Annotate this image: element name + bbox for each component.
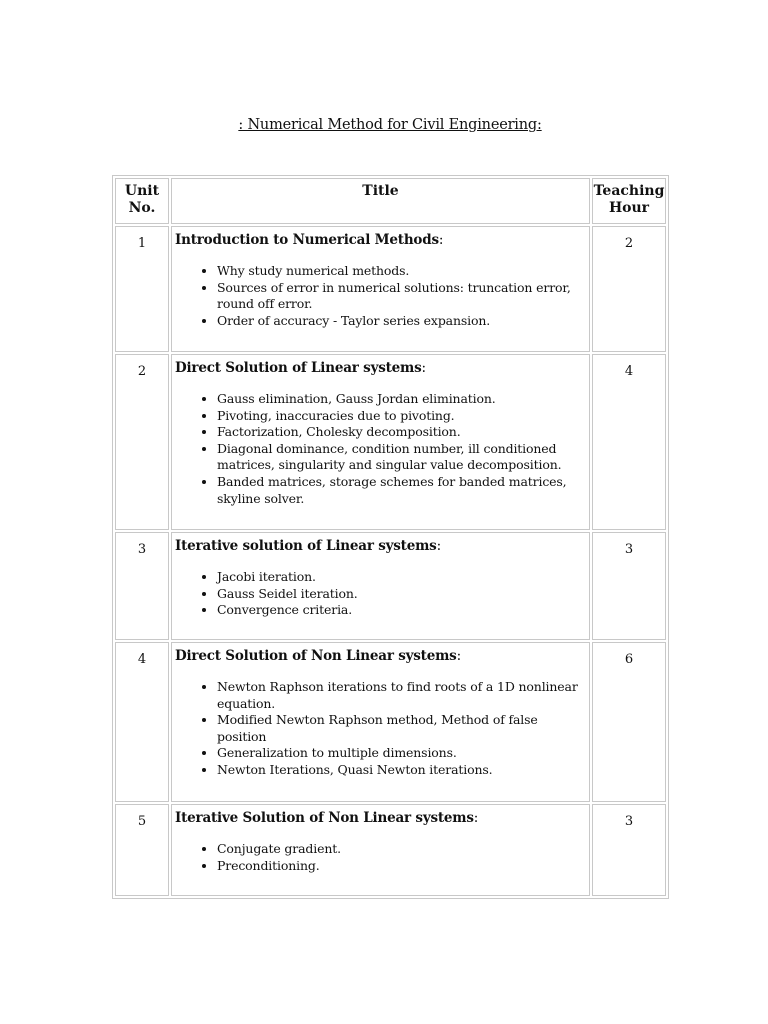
unit-number: 3 bbox=[115, 532, 169, 640]
header-unit-no: Unit No. bbox=[115, 178, 169, 224]
list-item: • Convergence criteria. bbox=[217, 602, 585, 619]
topic-list bbox=[175, 263, 585, 329]
unit-heading: Iterative Solution of Non Linear systems: bbox=[175, 810, 479, 826]
unit-heading-text: Iterative solution of Linear systems bbox=[175, 538, 437, 554]
teaching-hour: 3 bbox=[592, 532, 666, 640]
list-item: • Jacobi iteration. bbox=[217, 569, 585, 586]
list-item: • Factorization, Cholesky decomposition. bbox=[217, 424, 585, 441]
table-row bbox=[115, 642, 666, 802]
table-row bbox=[115, 226, 666, 352]
list-item: • Order of accuracy - Taylor series expansion. bbox=[217, 313, 585, 330]
table-row bbox=[115, 354, 666, 530]
header-title: Title bbox=[171, 178, 590, 224]
list-item: • Sources of error in numerical solutions: truncation error, round off error. bbox=[217, 280, 585, 313]
teaching-hour: 3 bbox=[592, 804, 666, 896]
unit-heading: Iterative solution of Linear systems: bbox=[175, 538, 441, 554]
unit-content bbox=[171, 226, 590, 352]
list-item: • Generalization to multiple dimensions. bbox=[217, 745, 585, 762]
list-item: • Conjugate gradient. bbox=[217, 841, 585, 858]
unit-heading-text: Introduction to Numerical Methods bbox=[175, 232, 439, 248]
unit-content bbox=[171, 804, 590, 896]
unit-number: 5 bbox=[115, 804, 169, 896]
unit-content bbox=[171, 642, 590, 802]
document-title: : Numerical Method for Civil Engineering: bbox=[238, 117, 542, 133]
list-item: • Newton Iterations, Quasi Newton iterations. bbox=[217, 762, 585, 779]
list-item: • Gauss elimination, Gauss Jordan elimination. bbox=[217, 391, 585, 408]
list-item: • Newton Raphson iterations to find roots of a 1D nonlinear equation. bbox=[217, 679, 585, 712]
teaching-hour: 4 bbox=[592, 354, 666, 530]
unit-content bbox=[171, 354, 590, 530]
header-teaching-hour: Teaching Hour bbox=[592, 178, 666, 224]
list-item: • Gauss Seidel iteration. bbox=[217, 586, 585, 603]
list-item: • Diagonal dominance, condition number, ill conditioned matrices, singularity and singular value decomposition. bbox=[217, 441, 585, 474]
table-row bbox=[115, 532, 666, 640]
unit-number: 1 bbox=[115, 226, 169, 352]
unit-number: 4 bbox=[115, 642, 169, 802]
unit-heading-text: Direct Solution of Linear systems bbox=[175, 360, 422, 376]
list-item: • Preconditioning. bbox=[217, 858, 585, 875]
unit-number: 2 bbox=[115, 354, 169, 530]
table-row bbox=[115, 804, 666, 896]
list-item: • Why study numerical methods. bbox=[217, 263, 585, 280]
unit-heading-text: Direct Solution of Non Linear systems bbox=[175, 648, 457, 664]
topic-list bbox=[175, 679, 585, 779]
unit-heading: Direct Solution of Linear systems: bbox=[175, 360, 426, 376]
unit-heading: Introduction to Numerical Methods: bbox=[175, 232, 444, 248]
list-item: • Banded matrices, storage schemes for banded matrices, skyline solver. bbox=[217, 474, 585, 507]
unit-content bbox=[171, 532, 590, 640]
topic-list bbox=[175, 391, 585, 507]
teaching-hour: 6 bbox=[592, 642, 666, 802]
table-header-row bbox=[115, 178, 666, 224]
teaching-hour: 2 bbox=[592, 226, 666, 352]
topic-list bbox=[175, 569, 585, 619]
list-item: • Modified Newton Raphson method, Method of false position bbox=[217, 712, 585, 745]
topic-list bbox=[175, 841, 585, 874]
unit-heading: Direct Solution of Non Linear systems: bbox=[175, 648, 461, 664]
unit-heading-text: Iterative Solution of Non Linear systems bbox=[175, 810, 474, 826]
syllabus-table bbox=[112, 175, 669, 899]
list-item: • Pivoting, inaccuracies due to pivoting. bbox=[217, 408, 585, 425]
